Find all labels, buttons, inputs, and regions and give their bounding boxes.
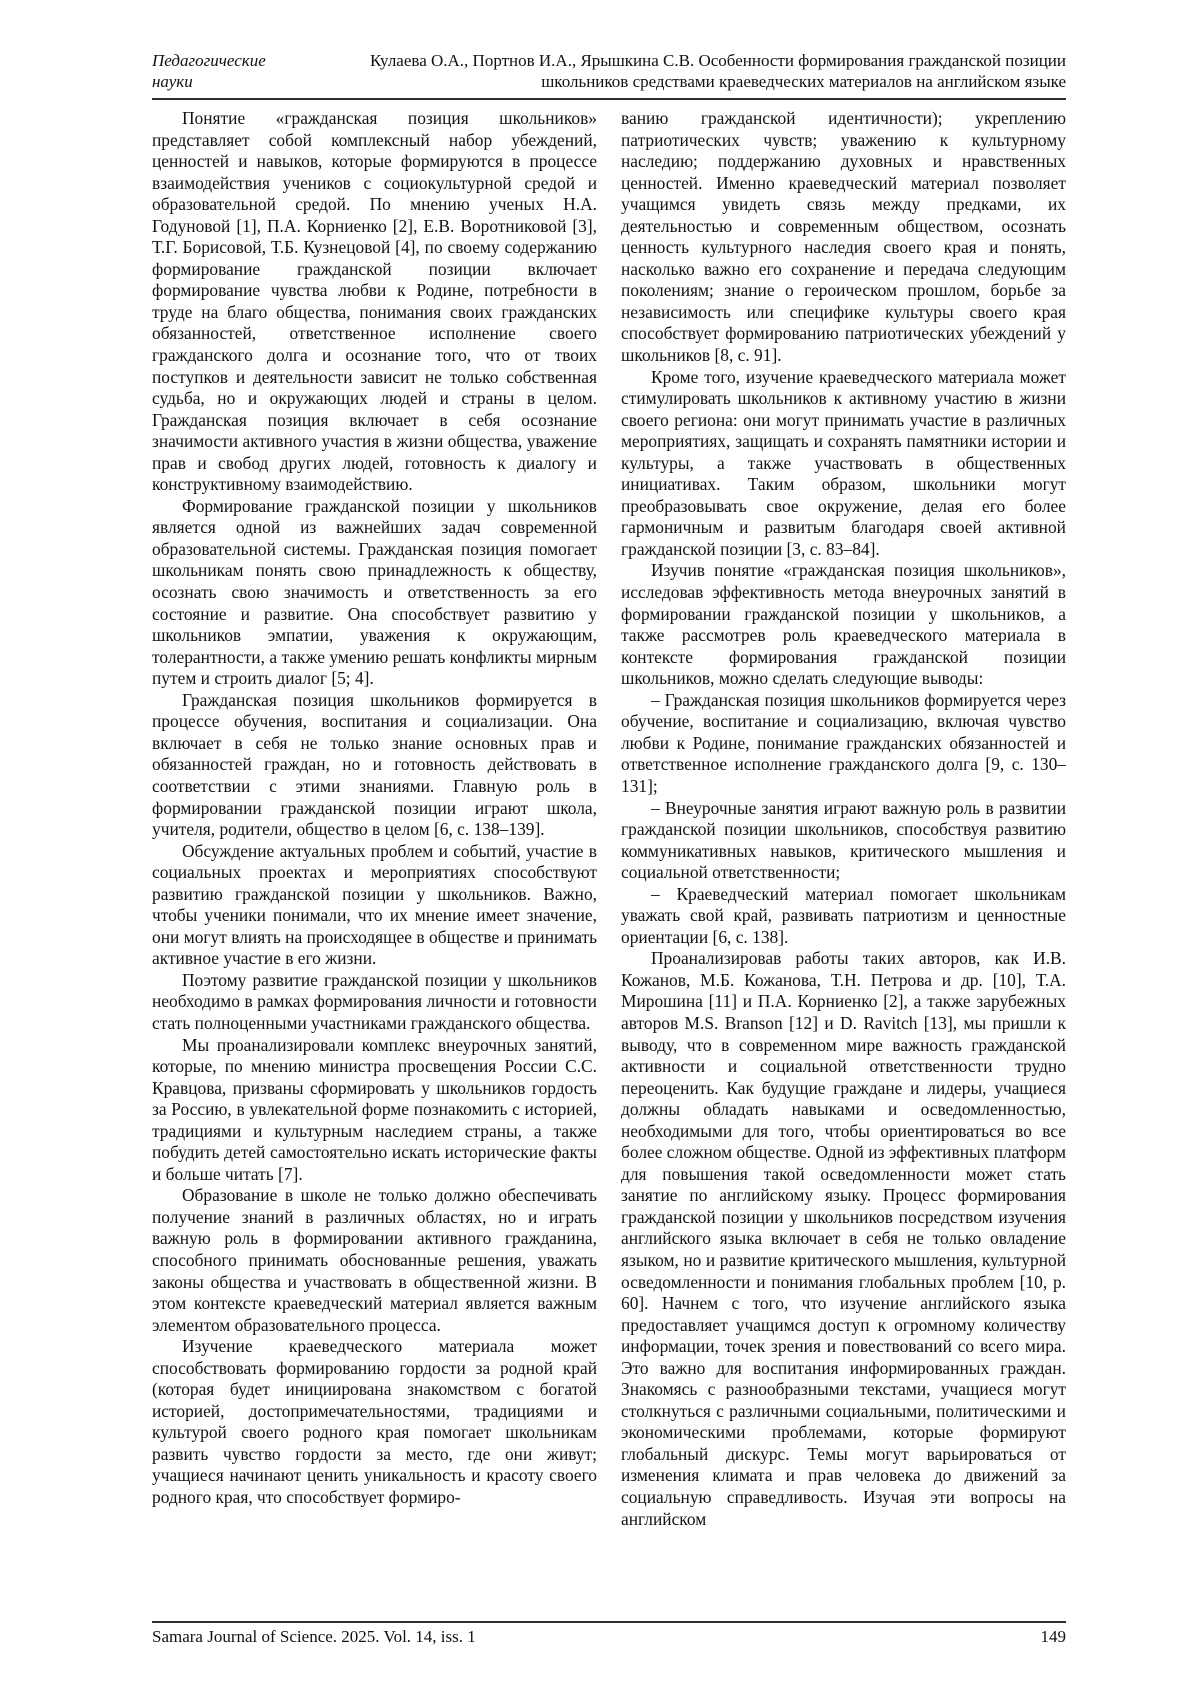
- right-column: [621, 108, 1066, 1530]
- left-column: [152, 108, 597, 1530]
- article-body: [152, 100, 1066, 1530]
- paragraph: Обсуждение актуальных проблем и событий, участие в социальных проектах и мероприятиях способствуют развитию гражданской позиции у школьников. Важно, чтобы ученики понимали, что их мнение имеет значение, они могут влиять на происходящее в обществе и принимать активное участие в его жизни.: [152, 840, 597, 969]
- paragraph-continuation: ванию гражданской идентичности); укреплению патриотических чувств; уважению к культурному наследию; поддержанию духовных и нравственных ценностей. Именно краеведческий материал позволяет учащимся увидеть связь между предками, их деятельностью и современным обществом, осознать ценность культурного наследия своего края и понять, насколько важно его сохранение и передача следующим поколениям; знание о героическом прошлом, борьбе за независимость или специфике культуры своего края способствует формированию патриотических убеждений у школьников [8, с. 91].: [621, 108, 1066, 366]
- paragraph: Изучив понятие «гражданская позиция школьников», исследовав эффективность метода внеурочных занятий в формировании гражданской позиции у школьников, а также рассмотрев роль краеведческого материала в контексте формирования гражданской позиции школьников, можно сделать следующие выводы:: [621, 560, 1066, 689]
- running-title-line-1: Кулаева О.А., Портнов И.А., Ярышкина С.В. Особенности формирования гражданской позиции: [370, 51, 1066, 70]
- paragraph: Поэтому развитие гражданской позиции у школьников необходимо в рамках формирования личности и готовности стать полноценными участниками гражданского общества.: [152, 969, 597, 1033]
- conclusion-item: – Внеурочные занятия играют важную роль в развитии гражданской позиции школьников, способствуя развитию коммуникативных навыков, критического мышления и социальной ответственности;: [621, 797, 1066, 883]
- paragraph: Гражданская позиция школьников формируется в процессе обучения, воспитания и социализации. Она включает в себя не только знание основных прав и обязанностей граждан, но и готовность действовать в соответствии с этими знаниями. Главную роль в формировании гражданской позиции играют школа, учителя, родители, общество в целом [6, с. 138–139].: [152, 689, 597, 840]
- paragraph: Формирование гражданской позиции у школьников является одной из важнейших задач современной образовательной системы. Гражданская позиция помогает школьникам понять свою принадлежность к обществу, осознать свою значимость и ответственность за его состояние и развитие. Она способствует развитию у школьников эмпатии, уважения к окружающим, толерантности, а также умению решать конфликты мирным путем и строить диалог [5; 4].: [152, 495, 597, 689]
- paragraph: Кроме того, изучение краеведческого материала может стимулировать школьников к активному участию в жизни своего региона: они могут принимать участие в различных мероприятиях, защищать и сохранять памятники истории и культуры, а также участвовать в общественных инициативах. Таким образом, школьники могут преобразовывать свое окружение, делая его более гармоничным и развитым благодаря своей активной гражданской позиции [3, с. 83–84].: [621, 366, 1066, 559]
- paragraph: Образование в школе не только должно обеспечивать получение знаний в различных областях, но и играть важную роль в формировании активного гражданина, способного принимать обоснованные решения, уважать законы общества и участвовать в общественной жизни. В этом контексте краеведческий материал является важным элементом образовательного процесса.: [152, 1185, 597, 1335]
- conclusion-item: – Гражданская позиция школьников формируется через обучение, воспитание и социализацию, включая чувство любви к Родине, понимание гражданских обязанностей и ответственное исполнение гражданского долга [9, с. 130–131];: [621, 689, 1066, 796]
- journal-section-title: Педагогические науки: [152, 51, 266, 91]
- journal-citation: Samara Journal of Science. 2025. Vol. 14, iss. 1: [152, 1627, 476, 1646]
- page-number: 149: [1040, 1627, 1066, 1646]
- page-header: [152, 50, 1066, 100]
- paragraph: Проанализировав работы таких авторов, как И.В. Кожанов, М.Б. Кожанова, Т.Н. Петрова и др. [10], Т.А. Мирошина [11] и П.А. Корниенко [2], а также зарубежных авторов M.S. Branson [12] и D. Ravitch [13], мы пришли к выводу, что в современном мире важность гражданской активности и социальной ответственности трудно переоценить. Как будущие граждане и лидеры, учащиеся должны обладать навыками и осведомленностью, необходимыми для того, чтобы ориентироваться во все более сложном обществе. Одной из эффективных платформ для повышения такой осведомленности может стать занятие по английскому языку. Процесс формирования гражданской позиции у школьников посредством изучения английского языка включает в себя не только овладение языком, но и развитие критического мышления, культурной осведомленности и понимания глобальных проблем [10, p. 60]. Начнем с того, что изучение английского языка предоставляет учащимся доступ к огромному количеству информации, точек зрения и повествований со всего мира. Это важно для воспитания информированных граждан. Знакомясь с разнообразными текстами, учащиеся могут столкнуться с различными социальными, политическими и экономическими проблемами, которые формируют глобальный дискурс. Темы могут варьироваться от изменения климата и прав человека до движений за социальную справедливость. Изучая эти вопросы на английском: [621, 948, 1066, 1529]
- paragraph: Мы проанализировали комплекс внеурочных занятий, которые, по мнению министра просвещения России С.С. Кравцова, призваны сформировать у школьников гордость за Россию, в увлекательной форме познакомить с историей, традициями и культурным наследием страны, а также побудить детей самостоятельно искать исторические факты и больше читать [7].: [152, 1034, 597, 1184]
- page-footer: [152, 1621, 1066, 1647]
- paragraph: Изучение краеведческого материала может способствовать формированию гордости за родной край (которая будет инициирована знакомством с богатой историей, достопримечательностями, традициями и культурой своего родного края помогает школьникам развить чувство гордости за место, где они живут; учащиеся начинают ценить уникальность и красоту своего родного края, что способствует формиро-: [152, 1336, 597, 1507]
- paragraph: Понятие «гражданская позиция школьников» представляет собой комплексный набор убеждений, ценностей и навыков, которые формируются в процессе взаимодействия учеников с социокультурной средой и образовательной средой. По мнению ученых Н.А. Годуновой [1], П.А. Корниенко [2], Е.В. Воротниковой [3], Т.Г. Борисовой, Т.Б. Кузнецовой [4], по своему содержанию формирование гражданской позиции включает формирование чувства любви к Родине, потребности в труде на благо общества, понимания своих гражданских обязанностей, ответственное исполнение своего гражданского долга и осознание того, что от твоих поступков и деятельности зависит не только собственная судьба, но и окружающих людей и страны в целом. Гражданская позиция включает в себя осознание значимости активного участия в жизни общества, уважение прав и свобод других людей, готовность к диалогу и конструктивному взаимодействию.: [152, 108, 597, 495]
- article-page: [152, 50, 1066, 1530]
- conclusion-item: – Краеведческий материал помогает школьникам уважать свой край, развивать патриотизм и ценностные ориентации [6, с. 138].: [621, 883, 1066, 947]
- running-title-line-2: школьников средствами краеведческих материалов на английском языке: [541, 72, 1066, 91]
- running-title: [370, 50, 1066, 92]
